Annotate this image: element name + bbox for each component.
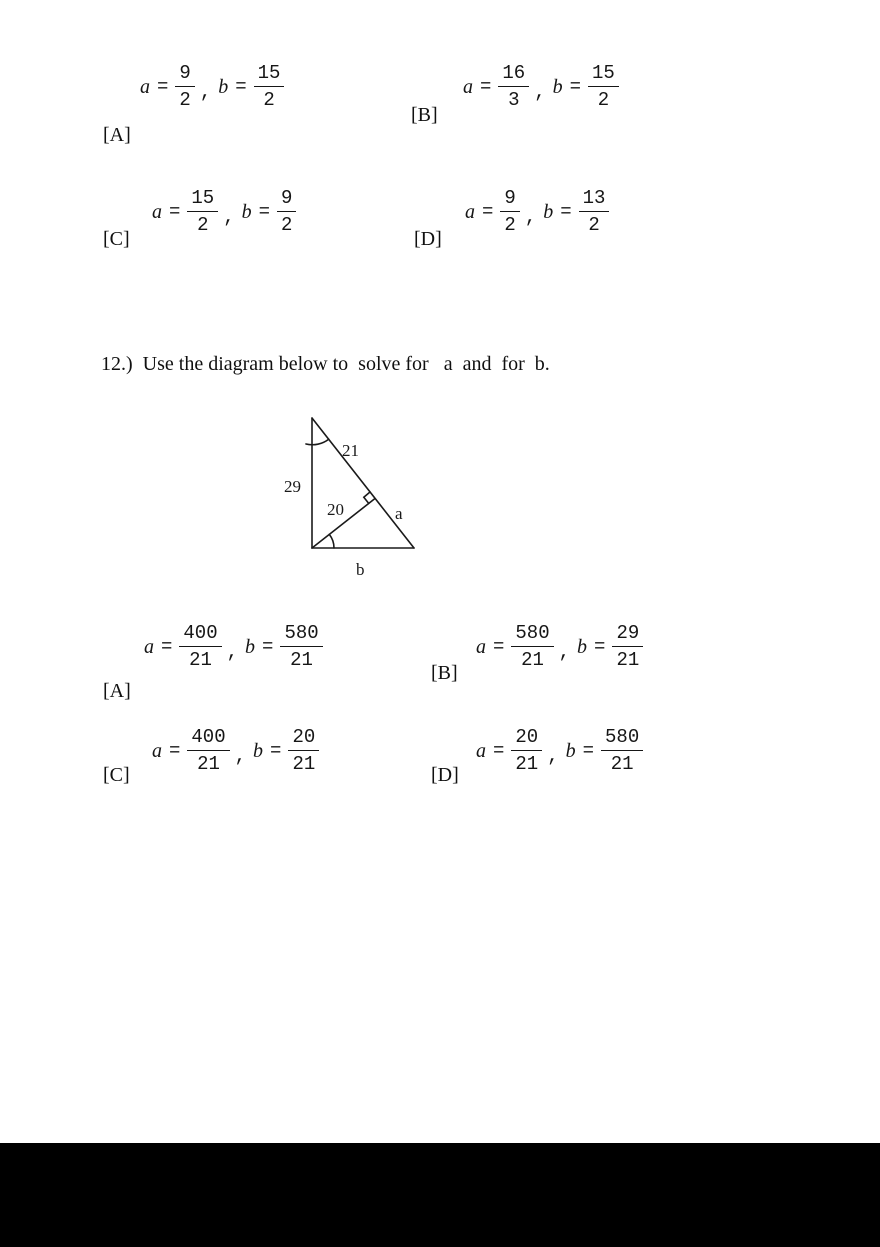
- comma: ,: [223, 206, 235, 228]
- triangle-hypotenuse: [312, 418, 414, 548]
- fraction-b: [280, 623, 322, 671]
- fraction-numerator: 9: [504, 187, 516, 210]
- fraction-numerator: 9: [179, 62, 191, 85]
- fraction-numerator: 15: [191, 187, 215, 210]
- equals-sign: =: [482, 201, 494, 223]
- option-label-q12-d: [D]: [431, 764, 459, 786]
- fraction-b: [612, 623, 643, 671]
- fraction-b: [254, 63, 285, 111]
- fraction-numerator: 400: [191, 726, 226, 749]
- var-a: a: [476, 635, 486, 658]
- fraction-b: [579, 188, 610, 236]
- equals-sign: =: [262, 636, 274, 658]
- fraction-denominator: 21: [521, 649, 544, 671]
- label-hypotenuse-upper-21: 21: [342, 441, 359, 460]
- fraction-numerator: 20: [292, 726, 316, 749]
- var-b: b: [218, 75, 229, 98]
- fraction-denominator: 3: [508, 89, 520, 111]
- bottom-angle-arc: [329, 534, 334, 548]
- fraction-numerator: 580: [284, 622, 319, 645]
- top-angle-arc: [306, 439, 329, 445]
- equals-sign: =: [493, 636, 505, 658]
- fraction-denominator: 2: [263, 89, 275, 111]
- fraction-b: [288, 727, 319, 775]
- triangle-diagram: [278, 403, 433, 588]
- fraction-a: [187, 188, 218, 236]
- var-b: b: [245, 635, 256, 658]
- fraction-denominator: 2: [504, 214, 516, 236]
- option-label-q12-c: [C]: [103, 764, 130, 786]
- question-12-text: 12.) Use the diagram below to solve for a and for b.: [101, 353, 550, 375]
- equals-sign: =: [582, 740, 595, 762]
- fraction-denominator: 21: [292, 753, 316, 775]
- fraction-a: [175, 63, 194, 111]
- equals-sign: =: [258, 201, 271, 223]
- option-label-q11-d: [D]: [414, 228, 442, 250]
- var-a: a: [152, 739, 162, 762]
- fraction-a: [187, 727, 229, 775]
- equals-sign: =: [569, 76, 582, 98]
- option-expression-q11-c: [152, 183, 303, 241]
- option-label-q12-a: [A]: [103, 680, 131, 702]
- label-segment-a: a: [395, 504, 403, 523]
- var-a: a: [463, 75, 473, 98]
- fraction-a: [179, 623, 221, 671]
- option-expression-q11-d: [465, 183, 616, 241]
- fraction-denominator: 21: [616, 649, 640, 671]
- fraction-b: [277, 188, 296, 236]
- option-expression-q12-c: [152, 722, 326, 780]
- var-a: a: [144, 635, 154, 658]
- label-base-b: b: [356, 560, 365, 579]
- option-label-q11-b: [B]: [411, 104, 438, 126]
- option-expression-q12-b: [476, 618, 650, 676]
- var-a: a: [140, 75, 150, 98]
- option-expression-q12-d: [476, 722, 650, 780]
- equals-sign: =: [560, 201, 572, 223]
- fraction-numerator: 16: [502, 62, 526, 85]
- option-label-q11-a: [A]: [103, 124, 131, 146]
- option-label-q11-c: [C]: [103, 228, 130, 250]
- option-expression-q11-b: [463, 58, 626, 116]
- fraction-denominator: 21: [515, 753, 539, 775]
- var-a: a: [152, 200, 162, 223]
- equals-sign: =: [594, 636, 606, 658]
- equals-sign: =: [493, 740, 505, 762]
- equals-sign: =: [161, 636, 173, 658]
- label-left-side-29: 29: [284, 477, 301, 496]
- comma: ,: [534, 81, 546, 103]
- equals-sign: =: [157, 76, 169, 98]
- fraction-b: [601, 727, 643, 775]
- comma: ,: [558, 641, 571, 663]
- fraction-denominator: 2: [197, 214, 209, 236]
- equals-sign: =: [480, 76, 492, 98]
- fraction-numerator: 9: [281, 187, 293, 210]
- fraction-denominator: 2: [281, 214, 293, 236]
- right-angle-marker: [364, 492, 370, 503]
- fraction-a: [498, 63, 529, 111]
- fraction-a: [500, 188, 519, 236]
- var-b: b: [241, 200, 252, 223]
- fraction-denominator: 2: [597, 89, 610, 111]
- fraction-a: [511, 727, 542, 775]
- var-b: b: [552, 75, 563, 98]
- comma: ,: [547, 745, 559, 767]
- fraction-numerator: 15: [257, 62, 281, 85]
- fraction-numerator: 13: [582, 187, 606, 210]
- page-bottom-black-band: [0, 1143, 880, 1247]
- fraction-denominator: 21: [290, 649, 313, 671]
- fraction-numerator: 580: [605, 726, 640, 749]
- comma: ,: [226, 641, 239, 663]
- fraction-denominator: 2: [588, 214, 600, 236]
- fraction-denominator: 21: [197, 753, 220, 775]
- fraction-numerator: 400: [183, 622, 218, 645]
- equals-sign: =: [270, 740, 282, 762]
- fraction-denominator: 2: [179, 89, 191, 111]
- fraction-denominator: 21: [189, 649, 212, 671]
- label-altitude-20: 20: [327, 500, 344, 519]
- var-a: a: [465, 200, 475, 223]
- var-b: b: [253, 739, 264, 762]
- fraction-numerator: 580: [515, 622, 550, 645]
- equals-sign: =: [169, 740, 181, 762]
- comma: ,: [524, 206, 537, 228]
- option-expression-q11-a: [140, 58, 291, 116]
- fraction-b: [588, 63, 619, 111]
- option-expression-q12-a: [144, 618, 330, 676]
- fraction-a: [511, 623, 553, 671]
- fraction-numerator: 29: [616, 622, 640, 645]
- var-a: a: [476, 739, 486, 762]
- fraction-numerator: 15: [592, 62, 615, 85]
- var-b: b: [577, 635, 588, 658]
- fraction-denominator: 21: [610, 753, 634, 775]
- var-b: b: [565, 739, 576, 762]
- comma: ,: [199, 81, 212, 103]
- option-label-q12-b: [B]: [431, 662, 458, 684]
- equals-sign: =: [235, 76, 247, 98]
- comma: ,: [234, 745, 247, 767]
- var-b: b: [543, 200, 554, 223]
- equals-sign: =: [169, 201, 181, 223]
- fraction-numerator: 20: [515, 726, 539, 749]
